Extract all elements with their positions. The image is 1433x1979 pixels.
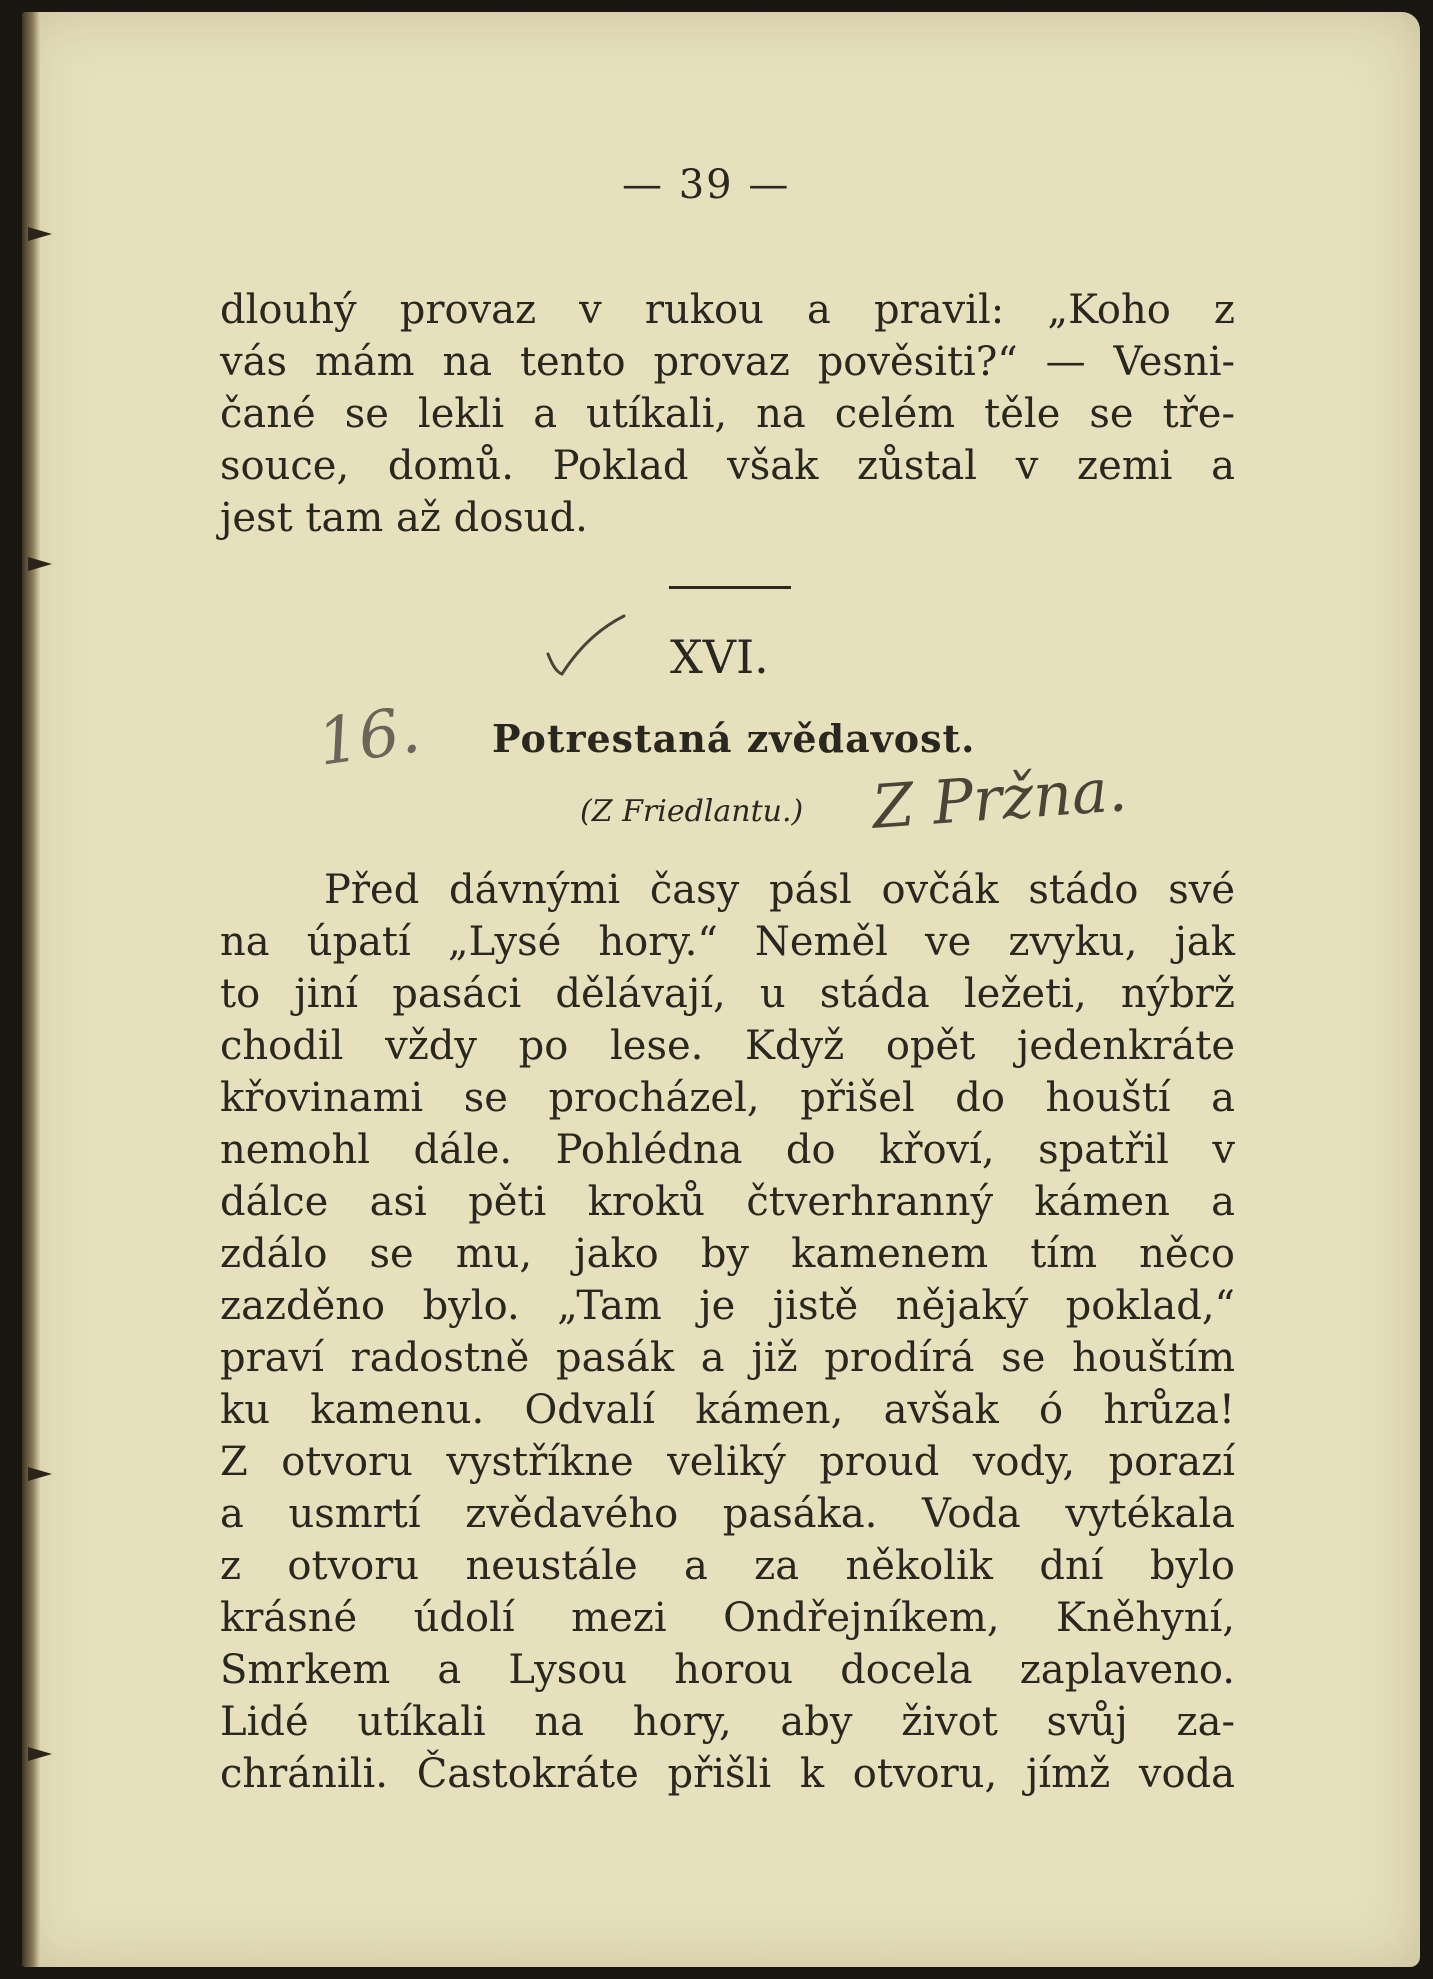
handwritten-check-mark bbox=[542, 612, 632, 682]
text-line: zazděno bylo. „Tam je jistě nějaký poklad,“ bbox=[220, 1283, 1235, 1329]
text-line: chránili. Častokráte přišli k otvoru, jímž voda bbox=[220, 1751, 1235, 1797]
section-number: XVI. bbox=[670, 630, 769, 684]
section-source: (Z Friedlantu.) bbox=[580, 794, 804, 829]
text-line: chodil vždy po lese. Když opět jedenkráte bbox=[220, 1023, 1235, 1069]
text-line: nemohl dále. Pohlédna do křoví, spatřil v bbox=[220, 1127, 1235, 1173]
text-line: praví radostně pasák a již prodírá se houštím bbox=[220, 1335, 1235, 1381]
text-line: dálce asi pěti kroků čtverhranný kámen a bbox=[220, 1179, 1235, 1225]
text-line: ku kamenu. Odvalí kámen, avšak ó hrůza! bbox=[220, 1387, 1235, 1433]
text-line: Smrkem a Lysou horou docela zaplaveno. bbox=[220, 1647, 1235, 1693]
text-line: na úpatí „Lysé hory.“ Neměl ve zvyku, jak bbox=[220, 919, 1235, 965]
section-divider bbox=[669, 586, 791, 589]
binding-stitch bbox=[28, 1467, 52, 1481]
text-line: krásné údolí mezi Ondřejníkem, Kněhyní, bbox=[220, 1595, 1235, 1641]
text-line: a usmrtí zvědavého pasáka. Voda vytékala bbox=[220, 1491, 1235, 1537]
page-binding bbox=[22, 12, 40, 1967]
handwritten-section-number: 16. bbox=[313, 693, 425, 781]
binding-stitch bbox=[28, 227, 52, 241]
text-line: Lidé utíkali na hory, aby život svůj za- bbox=[220, 1699, 1235, 1745]
text-line: zdálo se mu, jako by kamenem tím něco bbox=[220, 1231, 1235, 1277]
text-line: to jiní pasáci dělávají, u stáda ležeti, nýbrž bbox=[220, 971, 1235, 1017]
binding-stitch bbox=[28, 557, 52, 571]
page-number: — 39 — bbox=[622, 162, 791, 208]
text-line: souce, domů. Poklad však zůstal v zemi a bbox=[220, 443, 1235, 489]
text-line: Z otvoru vystříkne veliký proud vody, porazí bbox=[220, 1439, 1235, 1485]
text-line: vás mám na tento provaz pověsiti?“ — Vesni- bbox=[220, 339, 1235, 385]
book-page bbox=[22, 12, 1420, 1967]
text-line: čané se lekli a utíkali, na celém těle se tře- bbox=[220, 391, 1235, 437]
binding-stitch bbox=[28, 1747, 52, 1761]
text-line: z otvoru neustále a za několik dní bylo bbox=[220, 1543, 1235, 1589]
section-title: Potrestaná zvědavost. bbox=[492, 716, 976, 761]
text-line: jest tam až dosud. bbox=[220, 495, 588, 541]
handwritten-correction: Z Pržna. bbox=[869, 755, 1130, 843]
text-line: dlouhý provaz v rukou a pravil: „Koho z bbox=[220, 287, 1235, 333]
text-line: Před dávnými časy pásl ovčák stádo své bbox=[324, 867, 1235, 913]
text-line: křovinami se procházel, přišel do houští a bbox=[220, 1075, 1235, 1121]
